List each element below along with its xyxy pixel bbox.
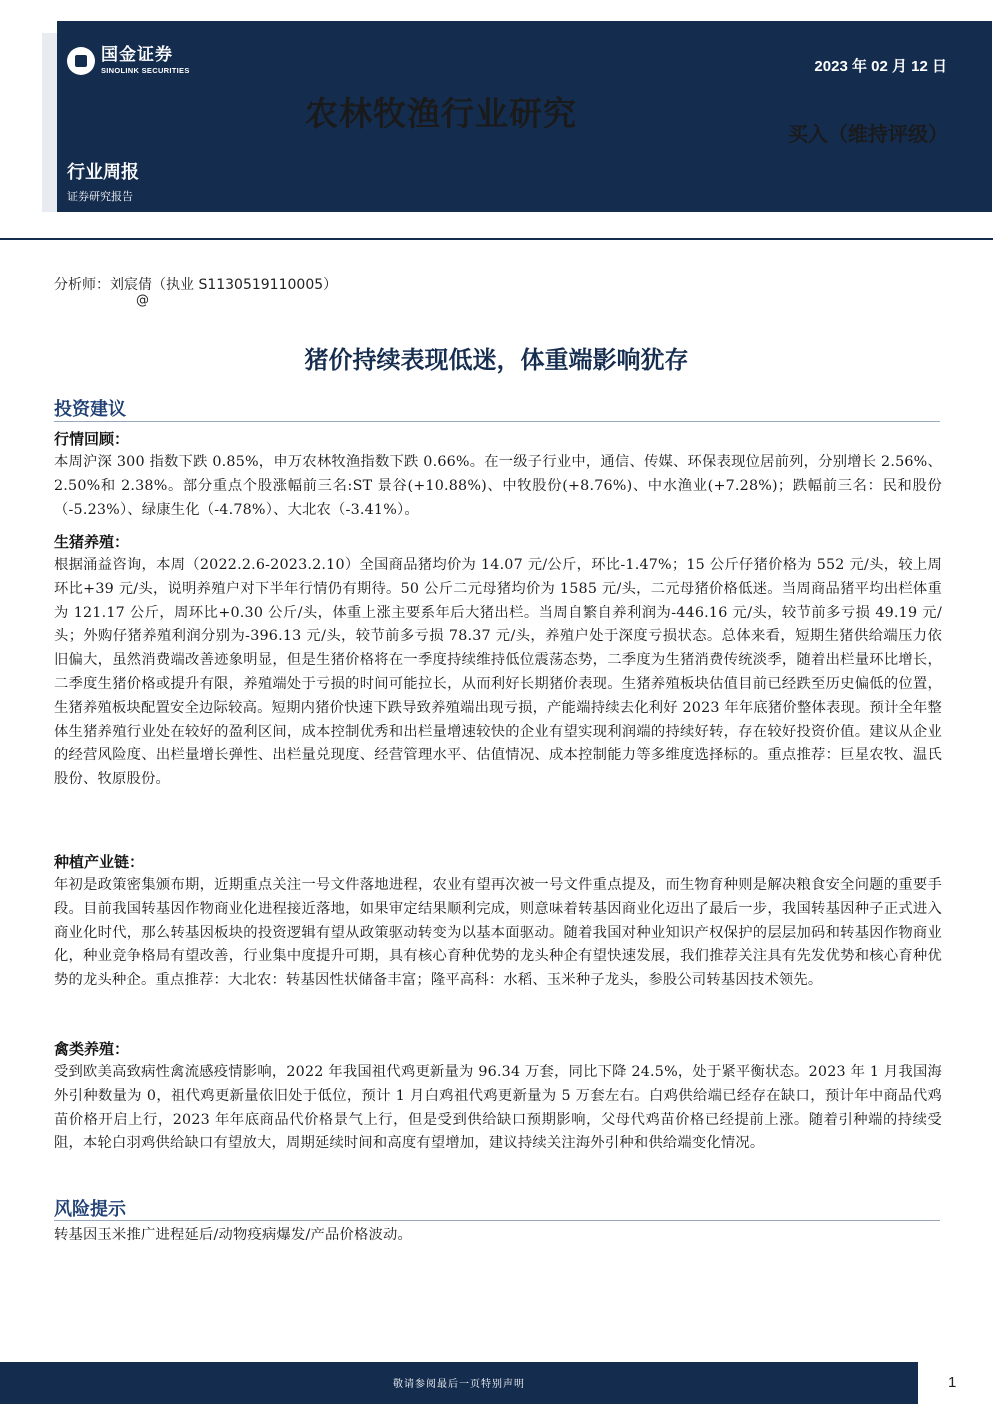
analyst-email: @	[136, 293, 149, 308]
paragraph-risk: 转基因玉米推广进程延后/动物疫病爆发/产品价格波动。	[54, 1227, 412, 1243]
paragraph-poultry: 受到欧美高致病性禽流感疫情影响，2022 年我国祖代鸡更新量为 96.34 万套，同比下降 24.5%，处于紧平衡状态。2023 年 1 月我国海外引种数量为 0，祖代鸡更新量依旧处于低位，预计 1 月白鸡祖代鸡更新量为 5 万套左右。白鸡供给端已经存在缺口，预计年中商品代鸡苗价格开启上行，2023 年年底商品代价格景气上行，但是受到供给缺口预期影响，父母代鸡苗价格已经提前上涨。随着引种端的持续受阻，本轮白羽鸡供给缺口有望放大，周期延续时间和高度有望增加，建议持续关注海外引种和供给端变化情况。	[54, 1064, 942, 1152]
logo-icon	[67, 47, 95, 75]
section-heading-risk: 风险提示	[54, 1199, 126, 1220]
subheading-planting: 种植产业链：	[54, 853, 145, 871]
company-logo	[67, 47, 190, 75]
header-accent-strip	[42, 33, 57, 212]
paragraph-market-review: 本周沪深 300 指数下跌 0.85%，申万农林牧渔指数下跌 0.66%。在一级子行业中，通信、传媒、环保表现位居前列，分别增长 2.56%、2.50%和 2.38%。部分重点个股涨幅前三名:ST 景谷(+10.88%)、中牧股份(+8.76%)、中水渔业(+7.28%)；跌幅前三名：民和股份（-5.23%）、绿康生化（-4.78%）、大北农（-3.41%）。	[54, 454, 942, 518]
paragraph-planting: 年初是政策密集颁布期，近期重点关注一号文件落地进程，农业有望再次被一号文件重点提及，而生物育种则是解决粮食安全问题的重要手段。目前我国转基因作物商业化进程接近落地，如果审定结果顺利完成，则意味着转基因商业化迈出了最后一步，我国转基因种子正式进入商业化时代，那么转基因板块的投资逻辑有望从政策驱动转变为以基本面驱动。随着我国对种业知识产权保护的层层加码和转基因作物商业化，种业竞争格局有望改善，行业集中度提升可期，具有核心育种优势的龙头种企有望快速发展，我们推荐关注具有先发优势和核心育种优势的龙头种企。重点推荐：大北农：转基因性状储备丰富；隆平高科：水稻、玉米种子龙头，参股公司转基因技术领先。	[54, 877, 942, 989]
subheading-poultry: 禽类养殖：	[54, 1040, 130, 1058]
paragraph-hog: 根据涌益咨询，本周（2022.2.6-2023.2.10）全国商品猪均价为 14.07 元/公斤，环比-1.47%；15 公斤仔猪价格为 552 元/头，较上周环比+39 元/头，说明养殖户对下半年行情仍有期待。50 公斤二元母猪均价为 1585 元/头，二元母猪价格低迷。当周商品猪平均出栏体重为 121.17 公斤，周环比+0.30 公斤/头，体重上涨主要系年后大猪出栏。当周自繁自养利润为-446.16 元/头，较节前多亏损 49.19 元/头；外购仔猪养殖利润分别为-396.13 元/头，较节前多亏损 78.37 元/头，养殖户处于深度亏损状态。总体来看，短期生猪供给端压力依旧偏大，虽然消费端改善迹象明显，但是生猪价格将在一季度持续维持低位震荡态势，二季度为生猪消费传统淡季，随着出栏量环比增长，二季度生猪价格或提升有限，养殖端处于亏损的时间可能拉长，从而利好长期猪价表现。生猪养殖板块估值目前已经跌至历史偏低的位置，生猪养殖板块配置安全边际较高。短期内猪价快速下跌导致养殖端出现亏损，产能端持续去化利好 2023 年年底猪价整体表现。预计全年整体生猪养殖行业处在较好的盈利区间，成本控制优秀和出栏量增速较快的企业有望实现利润端的持续好转，存在较好投资价值。建议从企业的经营风险度、出栏量增长弹性、出栏量兑现度、经营管理水平、估值情况、成本控制能力等多维度选择标的。重点推荐：巨星农牧、温氏股份、牧原股份。	[54, 557, 942, 788]
report-type: 行业周报	[67, 162, 139, 183]
report-title: 猪价持续表现低迷，体重端影响犹存	[304, 346, 689, 374]
footer-disclaimer: 敬请参阅最后一页特别声明	[393, 1379, 525, 1390]
report-date: 2023 年 02 月 12 日	[814, 58, 947, 75]
subheading-hog: 生猪养殖：	[54, 533, 130, 551]
analyst-info: 分析师：刘宸倩（执业 S1130519110005）	[54, 277, 338, 293]
report-subtype: 证券研究报告	[67, 190, 133, 203]
logo-name-cn: 国金证券	[101, 45, 173, 66]
subheading-market-review: 行情回顾：	[54, 430, 130, 448]
logo-name-en: SINOLINK SECURITIES	[101, 66, 190, 76]
section-heading-investment: 投资建议	[54, 399, 126, 420]
page-number: 1	[948, 1374, 957, 1391]
rating: 买入（维持评级）	[788, 122, 948, 146]
section-divider	[54, 1220, 940, 1221]
section-divider	[54, 421, 940, 422]
header-divider	[0, 238, 993, 240]
industry-title: 农林牧渔行业研究	[305, 94, 577, 133]
